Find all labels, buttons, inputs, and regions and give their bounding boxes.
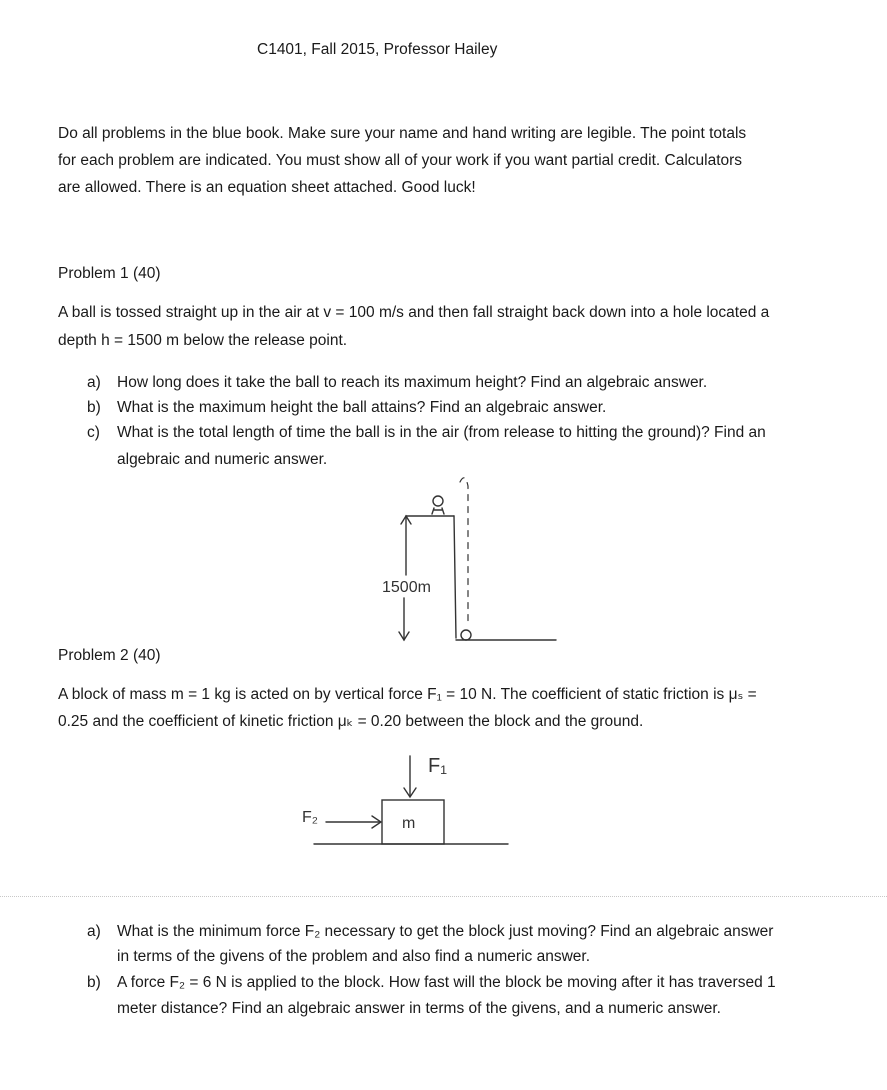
part-marker: c) [87, 424, 100, 441]
page-divider [0, 896, 887, 897]
depth-label: 1500m [382, 579, 431, 596]
instruction-line: for each problem are indicated. You must show all of your work if you want partial credit. Calculators [58, 152, 743, 169]
problem-2-heading: Problem 2 (40) [58, 647, 161, 664]
instruction-line: are allowed. There is an equation sheet attached. Good luck! [58, 179, 476, 196]
problem-2-part-b: A force F₂ = 6 N is applied to the block. How fast will the block be moving after it has traversed 1 [117, 974, 776, 991]
part-marker: a) [87, 923, 101, 940]
hole-wall [454, 516, 456, 638]
part-marker: a) [87, 374, 101, 391]
ball-bottom [461, 630, 471, 640]
problem-1-heading: Problem 1 (40) [58, 265, 161, 282]
problem-1-part-a: How long does it take the ball to reach its maximum height? Find an algebraic answer. [117, 374, 708, 391]
instruction-line: Do all problems in the blue book. Make sure your name and hand writing are legible. The point totals [58, 125, 747, 142]
problem-2-statement-line: A block of mass m = 1 kg is acted on by vertical force F₁ = 10 N. The coefficient of static friction is μₛ = [58, 686, 757, 703]
problem-2-part-a: What is the minimum force F₂ necessary to get the block just moving? Find an algebraic answer [117, 923, 774, 940]
ball-trajectory [460, 478, 468, 624]
problem-2-statement-line: 0.25 and the coefficient of kinetic friction μₖ = 0.20 between the block and the ground. [58, 713, 644, 730]
force2-label: F₂ [302, 809, 318, 826]
mass-label: m [402, 815, 416, 832]
problem-1-part-c: What is the total length of time the ball is in the air (from release to hitting the ground)? Find an [117, 424, 766, 441]
part-marker: b) [87, 399, 101, 416]
ball-top [433, 496, 443, 506]
ball-hole-figure [370, 470, 570, 650]
part-marker: b) [87, 974, 101, 991]
problem-1-part-c-continued: algebraic and numeric answer. [117, 451, 328, 468]
problem-1-statement-line: A ball is tossed straight up in the air at v = 100 m/s and then fall straight back down into a hole located a [58, 304, 770, 321]
page-title: C1401, Fall 2015, Professor Hailey [257, 41, 498, 58]
problem-2-part-b-continued: meter distance? Find an algebraic answer in terms of the givens, and a numeric answer. [117, 1000, 721, 1017]
force1-label: F₁ [428, 755, 447, 777]
problem-2-part-a-continued: in terms of the givens of the problem and also find a numeric answer. [117, 948, 590, 965]
problem-1-part-b: What is the maximum height the ball attains? Find an algebraic answer. [117, 399, 607, 416]
block-force-figure [290, 740, 530, 860]
problem-1-statement-line: depth h = 1500 m below the release point. [58, 332, 348, 349]
